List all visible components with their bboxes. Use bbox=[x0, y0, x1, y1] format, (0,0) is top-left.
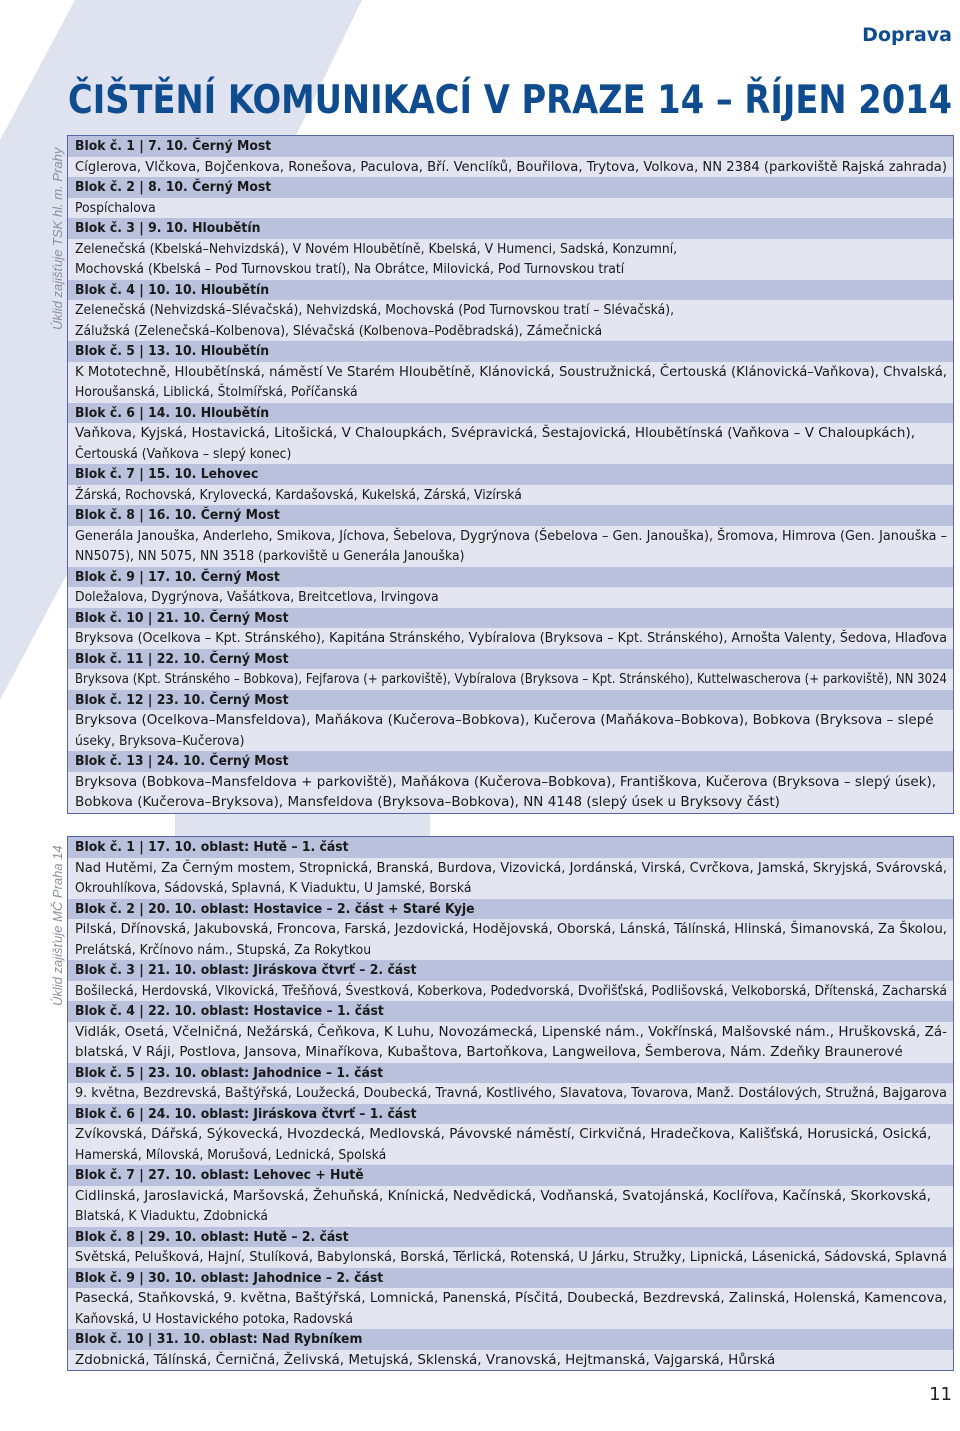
block-title: Blok č. 2 | 20. 10. oblast: Hostavice – 2. část + Staré Kyje bbox=[75, 900, 475, 917]
street-list-line bbox=[68, 710, 953, 731]
street-list-text: Bošilecká, Herdovská, Vlkovická, Třešňová, Śvestková, Koberkova, Podedvorská, Dvořišťská, Podlišovská, Velkoborská, Dřítenská, Zacharská bbox=[75, 982, 947, 999]
block-header bbox=[68, 280, 953, 301]
street-list-line bbox=[68, 919, 953, 940]
street-list-text: Bryksova (Bobkova–Mansfeldova + parkoviště), Maňákova (Kučerova–Bobkova), Františkova, Kučerova (Bryksova – slepý úsek), bbox=[75, 773, 937, 790]
street-list-text: Žárská, Rochovská, Krylovecká, Kardašovská, Kukelská, Zárská, Vizírská bbox=[75, 486, 522, 503]
street-list-text: Bryksova (Kpt. Stránského – Bobkova), Fejfarova (+ parkoviště), Vybíralova (Bryksova – Kpt. Stránského), Kuttelwascherova (+ parkoviště), NN 3024 bbox=[75, 671, 947, 687]
street-list-line bbox=[68, 300, 953, 321]
block-header bbox=[68, 837, 953, 858]
street-list-text: Bobkova (Kučerova–Bryksova), Mansfeldova (Bryksova–Bobkova), NN 4148 (slepý úsek u Bryksovy část) bbox=[75, 794, 780, 810]
block-header bbox=[68, 1104, 953, 1125]
block-header bbox=[68, 505, 953, 526]
street-list-line bbox=[68, 1350, 953, 1371]
block-header bbox=[68, 464, 953, 485]
block-header bbox=[68, 177, 953, 198]
street-list-text: Bryksova (Ocelkova – Kpt. Stránského), Kapitána Stránského, Vybíralova (Bryksova – Kpt. Stránského), Arnošta Valenty, Šedova, Hlaďova bbox=[75, 630, 947, 646]
street-list-line bbox=[68, 772, 953, 793]
block-header bbox=[68, 1001, 953, 1022]
street-list-text: K Mototechně, Hloubětínská, náměstí Ve Starém Hloubětíně, Klánovická, Soustružnická, Čertouská (Klánovická–Vaňkova), Chvalská, bbox=[75, 363, 947, 380]
street-list-text: Zdobnická, Tálínská, Černičná, Želivská, Metujská, Sklenská, Vranovská, Hejtmanská, Vajgarská, Hůrská bbox=[75, 1351, 776, 1368]
street-list-line bbox=[68, 1186, 953, 1207]
street-list-text: Horoušanská, Liblická, Štolmířská, Poříčanská bbox=[75, 384, 358, 400]
block-header bbox=[68, 341, 953, 362]
street-list-line bbox=[68, 858, 953, 879]
block-header bbox=[68, 567, 953, 588]
block-header bbox=[68, 1227, 953, 1248]
street-list-line bbox=[68, 157, 953, 178]
block-header bbox=[68, 608, 953, 629]
block-title: Blok č. 8 | 16. 10. Černý Most bbox=[75, 507, 280, 523]
street-list-line bbox=[68, 792, 953, 813]
street-list-text: Blatská, K Viaduktu, Zdobnická bbox=[75, 1208, 268, 1224]
street-list-line bbox=[68, 485, 953, 506]
street-list-line bbox=[68, 1206, 953, 1227]
street-list-text: Zvíkovská, Dářská, Sýkovecká, Hvozdecká, Medlovská, Pávovské náměstí, Cirkvičná, Hradečkova, Kališťská, Horusická, Osická, bbox=[75, 1126, 932, 1142]
street-list-line bbox=[68, 1083, 953, 1104]
street-list-text: Cíglerova, Vlčkova, Bojčenkova, Ronešova, Paculova, Bří. Venclíků, Bouřilova, Trytova, Volkova, NN 2384 (parkoviště Rajská zahrada) bbox=[75, 158, 947, 175]
block-header bbox=[68, 690, 953, 711]
block-header bbox=[68, 403, 953, 424]
street-list-text: Mochovská (Kbelská – Pod Turnovskou tratí), Na Obrátce, Milovická, Pod Turnovskou tratí bbox=[75, 261, 625, 277]
street-list-text: Pospíchalova bbox=[75, 199, 156, 216]
street-list-line bbox=[68, 239, 953, 260]
street-list-line bbox=[68, 546, 953, 567]
street-list-line bbox=[68, 628, 953, 649]
block-title: Blok č. 5 | 13. 10. Hloubětín bbox=[75, 343, 270, 359]
block-title: Blok č. 13 | 24. 10. Černý Most bbox=[75, 753, 289, 769]
block-title: Blok č. 6 | 24. 10. oblast: Jiráskova čtvrť – 1. část bbox=[75, 1105, 417, 1122]
street-list-text: Prelátská, Krčínovo nám., Stupská, Za Rokytkou bbox=[75, 941, 372, 958]
block-header bbox=[68, 218, 953, 239]
street-list-line bbox=[68, 1145, 953, 1166]
street-list-text: Zelenečská (Kbelská–Nehvizdská), V Novém Hloubětíně, Kbelská, V Humenci, Sadská, Konzumní, bbox=[75, 240, 678, 257]
street-list-line bbox=[68, 1288, 953, 1309]
street-list-text: Pilská, Dřínovská, Jakubovská, Froncova, Farská, Jezdovická, Hodějovská, Oborská, Lánská, Tálínská, Hlinská, Šimanovská, Za Školou, bbox=[75, 921, 947, 937]
block-title: Blok č. 2 | 8. 10. Černý Most bbox=[75, 179, 272, 195]
street-list-line bbox=[68, 1022, 953, 1043]
street-list-line bbox=[68, 940, 953, 961]
schedule-table-mc bbox=[67, 836, 954, 1371]
side-label-tsk: Úklid zajišťuje TSK hl. m. Prahy bbox=[50, 147, 65, 330]
block-header bbox=[68, 960, 953, 981]
street-list-line bbox=[68, 587, 953, 608]
block-title: Blok č. 4 | 10. 10. Hloubětín bbox=[75, 281, 270, 298]
block-title: Blok č. 1 | 17. 10. oblast: Hutě – 1. část bbox=[75, 839, 349, 855]
block-title: Blok č. 9 | 30. 10. oblast: Jahodnice – 2. část bbox=[75, 1269, 384, 1286]
block-header bbox=[68, 1063, 953, 1084]
street-list-line bbox=[68, 526, 953, 547]
block-header bbox=[68, 751, 953, 772]
block-title: Blok č. 6 | 14. 10. Hloubětín bbox=[75, 404, 270, 421]
street-list-text: NN5075), NN 5075, NN 3518 (parkoviště u Generála Janouška) bbox=[75, 548, 465, 564]
street-list-text: Generála Janouška, Anderleho, Smikova, Jíchova, Šebelova, Dygrýnova (Šebelova – Gen. Janouška), Šromova, Himrova (Gen. Janouška – bbox=[75, 527, 947, 544]
block-title: Blok č. 5 | 23. 10. oblast: Jahodnice – 1. část bbox=[75, 1064, 384, 1081]
street-list-line bbox=[68, 1124, 953, 1145]
block-title: Blok č. 4 | 22. 10. oblast: Hostavice – 1. část bbox=[75, 1003, 384, 1019]
street-list-text: Nad Hutěmi, Za Černým mostem, Stropnická, Branská, Burdova, Vizovická, Jordánská, Virská, Cvrčkova, Jamská, Skryjská, Svárovská, bbox=[75, 859, 947, 876]
street-list-line bbox=[68, 259, 953, 280]
block-header bbox=[68, 899, 953, 920]
block-title: Blok č. 10 | 31. 10. oblast: Nad Rybníkem bbox=[75, 1331, 363, 1347]
street-list-line bbox=[68, 362, 953, 383]
street-list-text: Hamerská, Mílovská, Morušová, Lednická, Spolská bbox=[75, 1146, 387, 1163]
section-label: Doprava bbox=[862, 24, 952, 46]
street-list-text: Doležalova, Dygrýnova, Vašátkova, Breitcetlova, Irvingova bbox=[75, 589, 439, 605]
block-title: Blok č. 3 | 21. 10. oblast: Jiráskova čtvrť – 2. část bbox=[75, 962, 417, 978]
block-title: Blok č. 1 | 7. 10. Černý Most bbox=[75, 138, 272, 154]
street-list-text: Vidlák, Osetá, Včelničná, Nežárská, Čeňkova, K Luhu, Novozámecká, Lipenské nám., Vokřínská, Malšovské nám., Hruškovská, Zá- bbox=[75, 1023, 947, 1040]
street-list-line bbox=[68, 1042, 953, 1063]
street-list-text: Okrouhlíkova, Sádovská, Splavná, K Viaduktu, U Jamské, Borská bbox=[75, 880, 472, 896]
street-list-text: Zelenečská (Nehvizdská–Slévačská), Nehvizdská, Mochovská (Pod Turnovskou tratí – Slévačská), bbox=[75, 302, 675, 318]
street-list-line bbox=[68, 444, 953, 465]
street-list-text: blatská, V Ráji, Postlova, Jansova, Minaříkova, Kubaštova, Bartoňkova, Langweilova, Šemberova, Nám. Zdeňky Braunerové bbox=[75, 1044, 903, 1060]
street-list-text: Bryksova (Ocelkova–Mansfeldova), Maňákova (Kučerova–Bobkova), Kučerova (Maňákova–Bobkova), Bobkova (Bryksova – slepé bbox=[75, 712, 934, 728]
block-header bbox=[68, 1268, 953, 1289]
street-list-text: Pasecká, Staňkovská, 9. května, Baštýřská, Lomnická, Panenská, Písčitá, Doubecká, Bezdrevská, Zalinská, Holenská, Kamencova, bbox=[75, 1290, 947, 1306]
block-title: Blok č. 7 | 27. 10. oblast: Lehovec + Hutě bbox=[75, 1167, 364, 1183]
block-title: Blok č. 11 | 22. 10. Černý Most bbox=[75, 650, 289, 667]
street-list-line bbox=[68, 321, 953, 342]
page-title: ČIŠTĚNÍ KOMUNIKACÍ V PRAZE 14 – ŘÍJEN 2014 bbox=[68, 78, 952, 123]
block-header bbox=[68, 1165, 953, 1186]
block-title: Blok č. 12 | 23. 10. Černý Most bbox=[75, 691, 289, 708]
street-list-line bbox=[68, 1309, 953, 1330]
street-list-line bbox=[68, 423, 953, 444]
street-list-line bbox=[68, 981, 953, 1002]
side-label-mc: Úklid zajišťuje MČ Praha 14 bbox=[50, 845, 65, 1006]
street-list-line bbox=[68, 878, 953, 899]
street-list-line bbox=[68, 669, 953, 690]
street-list-text: 9. května, Bezdrevská, Baštýřská, Loužecká, Doubecká, Travná, Kostlivého, Slavatova, Tovarova, Manž. Dostálových, Stružná, Bajgarova bbox=[75, 1085, 947, 1101]
street-list-text: Cidlinská, Jaroslavická, Maršovská, Žehuňská, Knínická, Nedvědická, Vodňanská, Svatojánská, Koclířova, Kačínská, Skorkovská, bbox=[75, 1187, 931, 1204]
block-title: Blok č. 3 | 9. 10. Hloubětín bbox=[75, 220, 261, 236]
page-number: 11 bbox=[929, 1384, 952, 1405]
schedule-table-tsk bbox=[67, 135, 954, 814]
block-header bbox=[68, 136, 953, 157]
block-title: Blok č. 9 | 17. 10. Černý Most bbox=[75, 568, 280, 585]
street-list-text: úseky, Bryksova–Kučerova) bbox=[75, 732, 245, 749]
street-list-line bbox=[68, 382, 953, 403]
street-list-line bbox=[68, 1247, 953, 1268]
block-header bbox=[68, 649, 953, 670]
street-list-text: Vaňkova, Kyjská, Hostavická, Litošická, V Chaloupkách, Svépravická, Šestajovická, Hloubětínská (Vaňkova – V Chaloupkách), bbox=[75, 425, 916, 441]
block-title: Blok č. 10 | 21. 10. Černý Most bbox=[75, 609, 289, 626]
street-list-text: Čertouská (Vaňkova – slepý konec) bbox=[75, 445, 292, 462]
block-title: Blok č. 7 | 15. 10. Lehovec bbox=[75, 466, 259, 482]
street-list-text: Světská, Pelušková, Hajní, Stulíková, Babylonská, Borská, Těrlická, Rotenská, U Járku, Stružky, Lipnická, Lásenická, Sádovská, Splavná bbox=[75, 1249, 947, 1265]
block-header bbox=[68, 1329, 953, 1350]
street-list-line bbox=[68, 731, 953, 752]
block-title: Blok č. 8 | 29. 10. oblast: Hutě – 2. část bbox=[75, 1228, 349, 1245]
street-list-text: Kaňovská, U Hostavického potoka, Radovská bbox=[75, 1310, 353, 1327]
street-list-line bbox=[68, 198, 953, 219]
street-list-text: Zálužská (Zelenečská–Kolbenova), Slévačská (Kolbenova–Poděbradská), Zámečnická bbox=[75, 322, 603, 339]
